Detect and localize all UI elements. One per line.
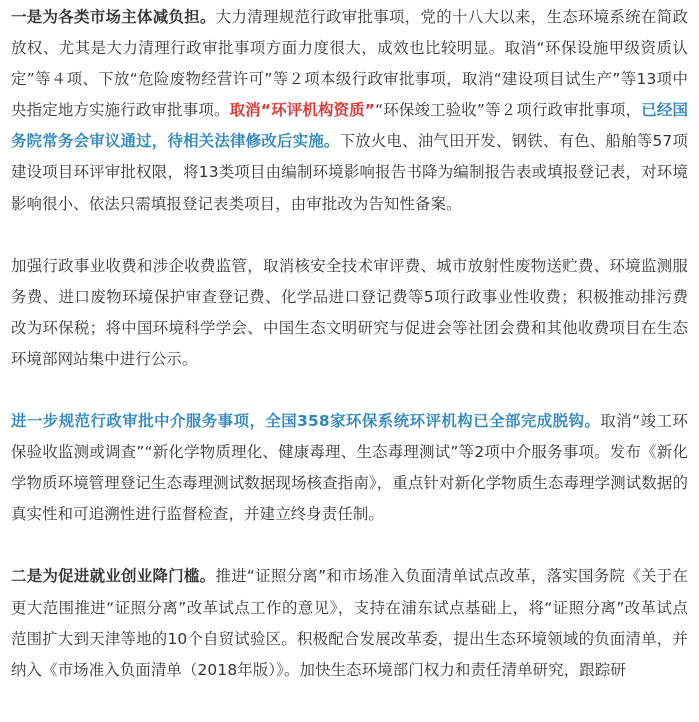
paragraph-text: “环保竣工验收”等２项行政审批事项， — [375, 101, 642, 120]
highlight-red-text: 取消“环评机构资质” — [229, 101, 376, 120]
paragraph-lead-heading: 二是为促进就业创业降门槛。 — [11, 567, 216, 586]
paragraph-fee-supervision — [11, 251, 688, 375]
paragraph-text: 大力清理规范行政审批事项，党的十八大以来，生态环境系统在简政放权、尤其是大力清理行政审批事项方面力度很大，成效也比较明显。取消“环保设施甲级资质认定”等４项、下放“危险废物经营许可”等２项本级行政审批事项，取消“建设项目试生产”等13项中央指定地方实施行政审批事项。 — [11, 8, 688, 120]
paragraph-intermediary-services — [11, 406, 688, 530]
paragraph-text: 取消“竣工环保验收监测或调查”“新化学物质理化、健康毒理、生态毒理测试”等2项中介服务事项。发布《新化学物质环境管理登记生态毒理测试数据现场核查指南》，重点针对新化学物质生态毒理学测试数据的真实性和可追溯性进行监督检查，并建立终身责任制。 — [11, 412, 689, 524]
paragraph-text: 加强行政事业收费和涉企收费监管，取消核安全技术审评费、城市放射性废物送贮费、环境监测服务费、进口废物环境保护审查登记费、化学品进口登记费等5项行政事业性收费；积极推动排污费改为环保税；将中国环境科学学会、中国生态文明研究与促进会等社团会费和其他收费项目在生态环境部网站集中进行公示。 — [11, 256, 688, 368]
paragraph-text: 推进“证照分离”和市场准入负面清单试点改革，落实国务院《关于在更大范围推进“证照分离”改革试点工作的意见》，支持在浦东试点基础上，将“证照分离”改革试点范围扩大到天津等地的10个自贸试验区。积极配合发展改革委，提出生态环境领域的负面清单，并纳入《市场准入负面清单（2018年版）》。加快生态环境部门权力和责任清单研究，跟踪研 — [11, 567, 688, 679]
highlight-blue-text: 已经国务院常务会审议通过，待相关法律修改后实施。 — [11, 101, 688, 151]
paragraph-burden-reduction — [11, 2, 688, 220]
paragraph-employment-entrepreneurship — [11, 561, 688, 685]
paragraph-lead-heading: 一是为各类市场主体减负担。 — [11, 8, 216, 26]
highlight-blue-text: 进一步规范行政审批中介服务事项，全国358家环保系统环评机构已全部完成脱钩。 — [11, 412, 601, 431]
paragraph-text: 下放火电、油气田开发、钢铁、有色、船舶等57项建设项目环评审批权限，将13类项目由编制环境影响报告书降为编制报告表或填报登记表，对环境影响很小、依法只需填报登记表类项目，由审批改为告知性备案。 — [11, 132, 688, 213]
